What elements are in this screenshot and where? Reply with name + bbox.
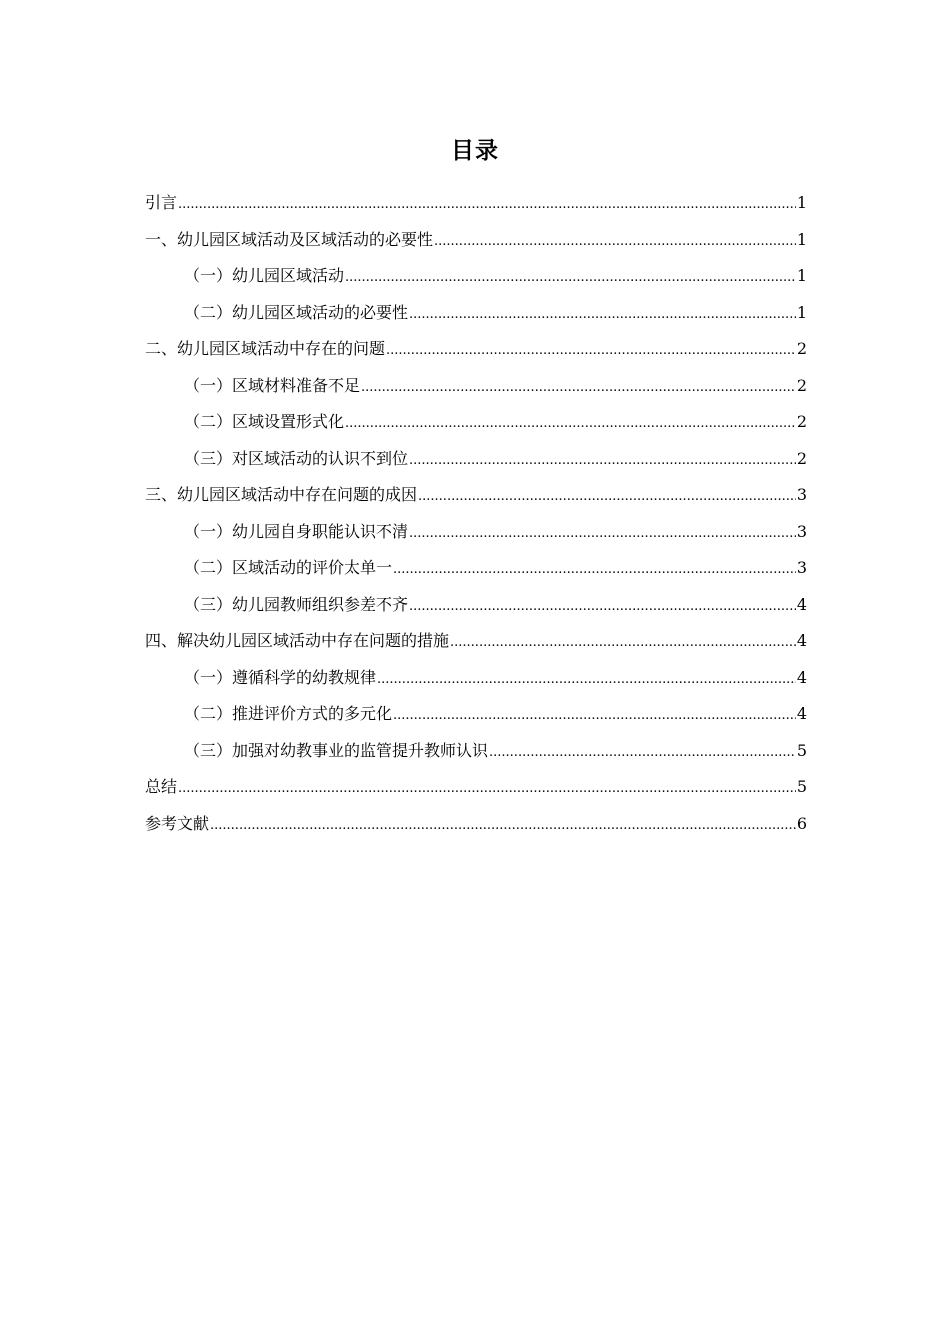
toc-page-number: 5 <box>796 777 807 796</box>
toc-entry[interactable] <box>145 550 807 587</box>
toc-entry[interactable] <box>145 733 807 770</box>
toc-entry-text: （二）区域设置形式化 <box>184 412 345 431</box>
toc-entry-text: 四、解决幼儿园区域活动中存在问题的措施 <box>145 631 450 650</box>
toc-page-number: 2 <box>796 375 807 395</box>
toc-entry-text: （三）对区域活动的认识不到位 <box>184 448 409 468</box>
toc-entry-text: （二）幼儿园区域活动的必要性 <box>184 302 409 322</box>
toc-entry[interactable] <box>145 587 807 624</box>
toc-entry-text: （二）区域活动的评价太单一 <box>184 558 393 577</box>
toc-entry-text: 引言 <box>145 193 178 212</box>
toc-leader-dots <box>386 333 796 370</box>
toc-entry[interactable] <box>145 441 807 478</box>
toc-entry-text: 参考文献 <box>145 813 210 833</box>
toc-page-number: 1 <box>796 302 807 322</box>
toc-title: 目录 <box>451 138 499 164</box>
toc-entry[interactable] <box>145 660 807 697</box>
toc-entry[interactable] <box>145 295 807 332</box>
toc-leader-dots <box>434 224 796 261</box>
toc-leader-dots <box>178 187 796 224</box>
toc-entry[interactable] <box>145 185 807 222</box>
toc-leader-dots <box>361 370 796 407</box>
toc-leader-dots <box>178 771 796 808</box>
toc-entry[interactable] <box>145 222 807 259</box>
toc-entry-text: （三）幼儿园教师组织参差不齐 <box>184 594 409 614</box>
toc-entry-text: （三）加强对幼教事业的监管提升教师认识 <box>184 740 489 760</box>
toc-leader-dots <box>393 552 796 589</box>
toc-page-number: 2 <box>796 412 807 431</box>
toc-entry-text: 总结 <box>145 777 178 796</box>
toc-leader-dots <box>377 662 796 699</box>
table-of-contents <box>145 185 807 842</box>
toc-page-number: 2 <box>796 448 807 468</box>
toc-entry-text: （一）区域材料准备不足 <box>184 375 361 395</box>
toc-entry[interactable] <box>145 696 807 733</box>
toc-page-number: 2 <box>796 339 807 358</box>
toc-page-number: 5 <box>796 740 807 760</box>
toc-entry-text: （一）遵循科学的幼教规律 <box>184 667 377 687</box>
toc-leader-dots <box>489 735 796 772</box>
toc-entry-text: （一）幼儿园区域活动 <box>184 266 345 285</box>
toc-entry-text: 三、幼儿园区域活动中存在问题的成因 <box>145 485 418 504</box>
toc-leader-dots <box>409 297 796 334</box>
toc-entry[interactable] <box>145 331 807 368</box>
toc-page-number: 4 <box>796 594 807 614</box>
toc-entry-text: （二）推进评价方式的多元化 <box>184 704 393 723</box>
toc-entry[interactable] <box>145 806 807 843</box>
toc-leader-dots <box>409 443 796 480</box>
toc-entry-text: 一、幼儿园区域活动及区域活动的必要性 <box>145 229 434 249</box>
toc-page-number: 3 <box>796 521 807 541</box>
toc-entry[interactable] <box>145 514 807 551</box>
toc-leader-dots <box>409 516 796 553</box>
toc-leader-dots <box>345 260 796 297</box>
toc-entry-text: 二、幼儿园区域活动中存在的问题 <box>145 339 386 358</box>
toc-leader-dots <box>409 589 796 626</box>
toc-entry[interactable] <box>145 623 807 660</box>
toc-entry[interactable] <box>145 404 807 441</box>
toc-leader-dots <box>210 808 796 845</box>
toc-entry[interactable] <box>145 368 807 405</box>
toc-page-number: 1 <box>796 193 807 212</box>
toc-page-number: 4 <box>796 667 807 687</box>
toc-leader-dots <box>393 698 796 735</box>
toc-page-number: 6 <box>796 813 807 833</box>
toc-entry-text: （一）幼儿园自身职能认识不清 <box>184 521 409 541</box>
toc-page-number: 4 <box>796 631 807 650</box>
toc-entry[interactable] <box>145 477 807 514</box>
toc-leader-dots <box>345 406 796 443</box>
toc-page-number: 1 <box>796 229 807 249</box>
toc-page-number: 3 <box>796 485 807 504</box>
toc-page-number: 3 <box>796 558 807 577</box>
toc-leader-dots <box>450 625 796 662</box>
toc-page-number: 1 <box>796 266 807 285</box>
toc-leader-dots <box>418 479 796 516</box>
toc-page-number: 4 <box>796 704 807 723</box>
toc-entry[interactable] <box>145 769 807 806</box>
toc-entry[interactable] <box>145 258 807 295</box>
